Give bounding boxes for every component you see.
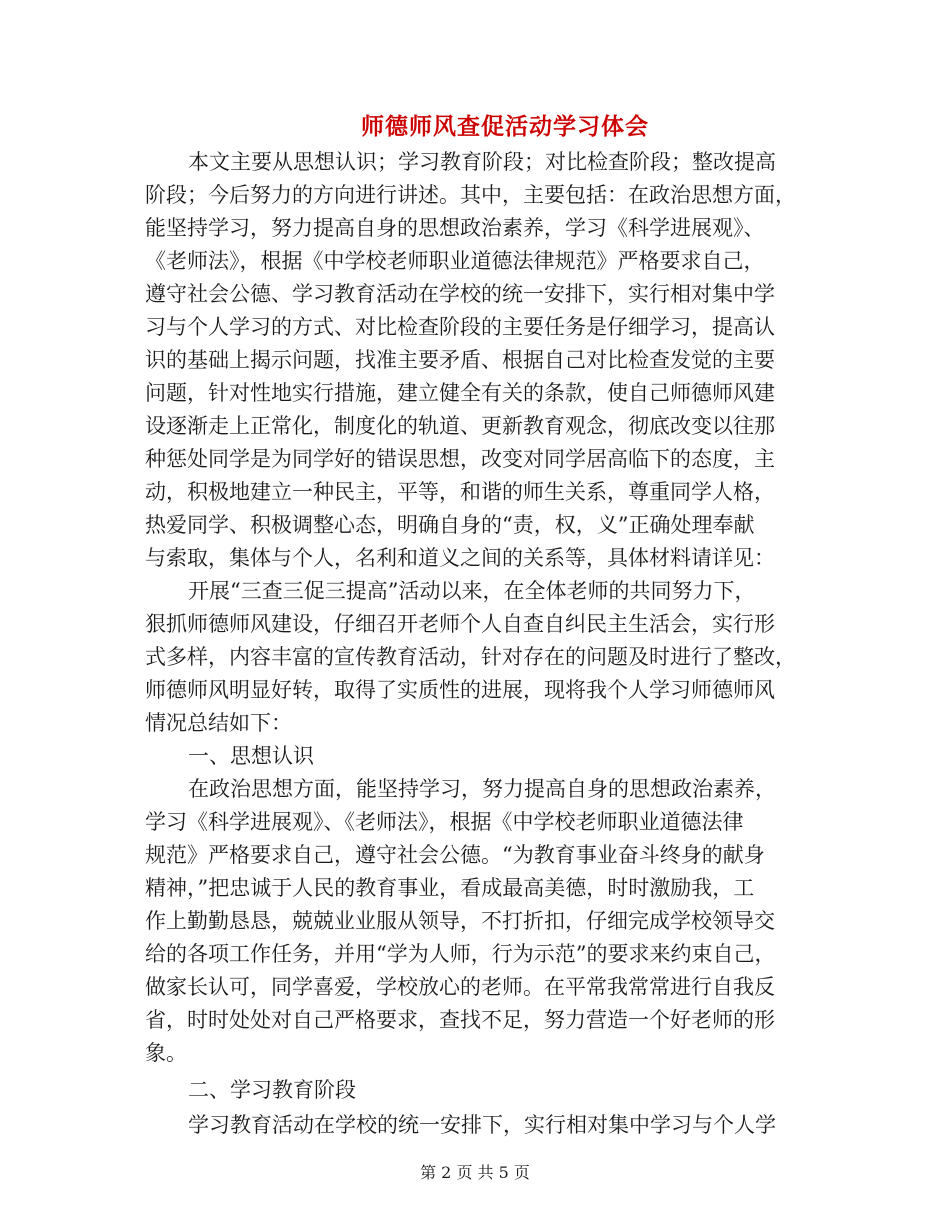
body-line: 象。 xyxy=(145,1041,187,1065)
body-line: 与索取，集体与个人，名利和道义之间的关系等，具体材料请详见： xyxy=(145,546,775,570)
body-line: 种惩处同学是为同学好的错误思想，改变对同学居高临下的态度，主 xyxy=(145,447,775,471)
body-line: 《老师法》，根据《中学校老师职业道德法律规范》严格要求自己， xyxy=(145,249,765,273)
body-line: 开展“三查三促三提高”活动以来，在全体老师的共同努力下， xyxy=(188,579,756,603)
body-line: 学习教育活动在学校的统一安排下，实行相对集中学习与个人学 xyxy=(188,1113,776,1137)
body-line: 学习《科学进展观》、《老师法》，根据《中学校老师职业道德法律 xyxy=(145,810,744,834)
body-line: 热爱同学、积极调整心态，明确自身的“责，权，义”正确处理奉献 xyxy=(145,513,755,537)
body-line: 动，积极地建立一种民主，平等，和谐的师生关系，尊重同学人格， xyxy=(145,480,775,504)
body-line: 习与个人学习的方式、对比检查阶段的主要任务是仔细学习，提高认 xyxy=(145,315,775,339)
body-line: 阶段；今后努力的方向进行讲述。其中，主要包括：在政治思想方面， xyxy=(145,183,796,207)
body-line: 式多样，内容丰富的宣传教育活动，针对存在的问题及时进行了整改， xyxy=(145,645,796,669)
body-line: 精神，”把忠诚于人民的教育事业，看成最高美德，时时激励我，工 xyxy=(145,876,755,900)
body-line: 给的各项工作任务，并用“学为人师，行为示范”的要求来约束自己， xyxy=(145,942,776,966)
body-line: 问题，针对性地实行措施，建立健全有关的条款，使自己师德师风建 xyxy=(145,381,775,405)
section-heading: 一、思想认识 xyxy=(188,744,314,768)
body-line: 省，时时处处对自己严格要求，查找不足，努力营造一个好老师的形 xyxy=(145,1008,775,1032)
body-line: 狠抓师德师风建设，仔细召开老师个人自查自纠民主生活会，实行形 xyxy=(145,612,775,636)
body-line: 做家长认可，同学喜爱，学校放心的老师。在平常我常常进行自我反 xyxy=(145,975,775,999)
body-line: 情况总结如下： xyxy=(145,711,292,735)
body-line: 在政治思想方面，能坚持学习，努力提高自身的思想政治素养， xyxy=(188,777,776,801)
body-line: 识的基础上揭示问题，找准主要矛盾、根据自己对比检查发觉的主要 xyxy=(145,348,775,372)
body-line: 遵守社会公德、学习教育活动在学校的统一安排下，实行相对集中学 xyxy=(145,282,775,306)
body-line: 作上勤勤恳恳，兢兢业业服从领导，不打折扣，仔细完成学校领导交 xyxy=(145,909,775,933)
body-line: 师德师风明显好转，取得了实质性的进展，现将我个人学习师德师风 xyxy=(145,678,775,702)
body-line: 能坚持学习，努力提高自身的思想政治素养，学习《科学进展观》、 xyxy=(145,216,765,240)
body-line: 设逐渐走上正常化，制度化的轨道、更新教育观念，彻底改变以往那 xyxy=(145,414,775,438)
page-number: 第 2 页 共 5 页 xyxy=(420,1163,530,1182)
document-title: 师德师风查促活动学习体会 xyxy=(361,113,649,140)
body-line: 规范》严格要求自己，遵守社会公德。“为教育事业奋斗终身的献身 xyxy=(145,843,765,867)
body-line: 本文主要从思想认识；学习教育阶段；对比检查阶段；整改提高 xyxy=(188,150,776,174)
section-heading: 二、学习教育阶段 xyxy=(188,1078,356,1102)
